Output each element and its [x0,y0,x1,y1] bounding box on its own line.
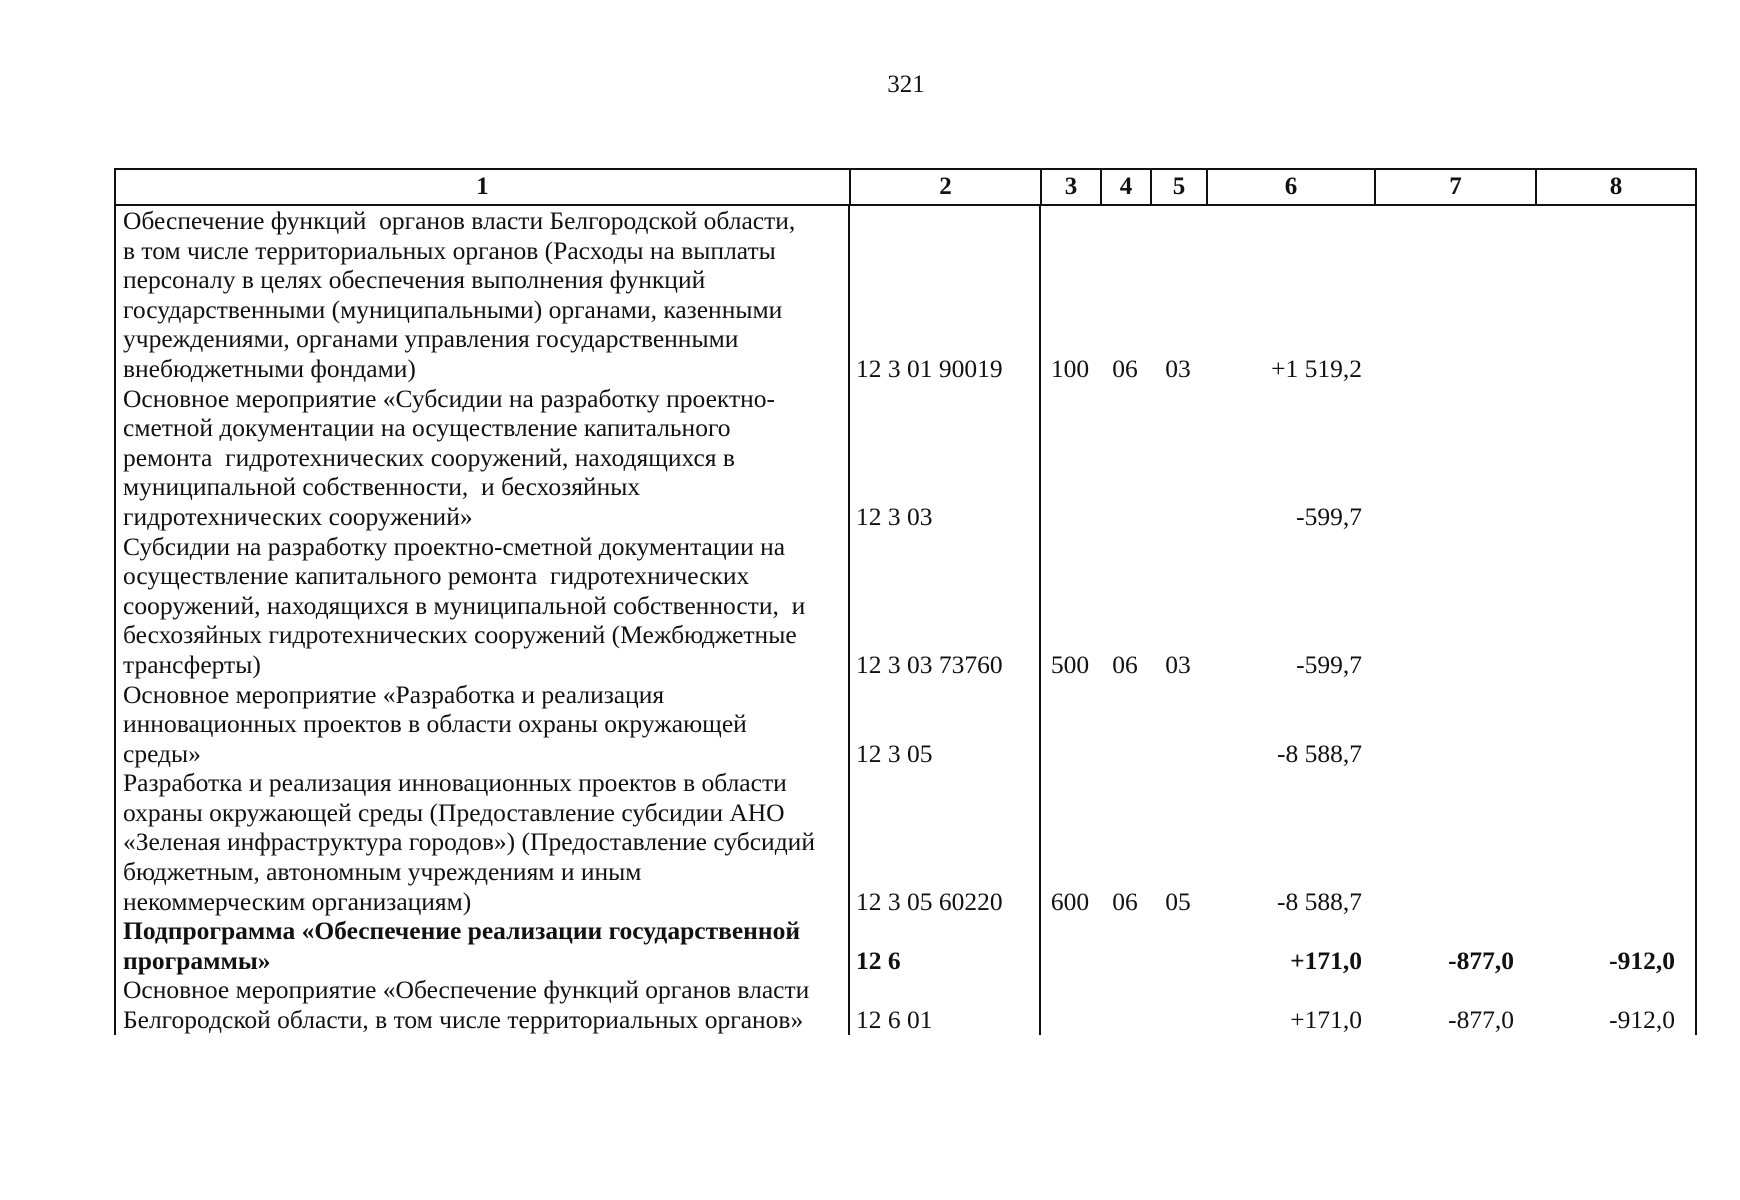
description-line: программы» [123,945,271,975]
description-line: персоналу в целях обеспечения выполнения функций [123,265,706,295]
header-cell-7: 7 [1374,170,1535,204]
table-row [114,532,1697,680]
description-line: Субсидии на разработку проектно-сметной документации на [123,531,786,561]
table-header [114,168,1697,206]
header-cell-8: 8 [1535,170,1697,204]
description-cell [114,975,849,1034]
amount-col-6: +1 519,2 [1271,353,1362,383]
description-line: Белгородской области, в том числе территориальных органов» [123,1005,804,1035]
description-line: гидротехнических сооружений» [123,501,473,531]
description-line: Подпрограмма «Обеспечение реализации государственной [123,916,801,946]
description-line: Обеспечение функций органов власти Белгородской области, [123,206,796,235]
description-line: среды» [123,738,201,768]
expense-type-code: 600 [1050,886,1090,916]
description-cell [114,680,849,769]
table-row-subprogram [114,916,1697,975]
amount-col-8: -912,0 [1609,945,1675,975]
table-row [114,768,1697,916]
amount-col-7: -877,0 [1448,945,1514,975]
description-line: в том числе территориальных органов (Расходы на выплаты [123,235,776,265]
description-line: Основное мероприятие «Разработка и реализация [123,679,665,709]
expense-type-code: 100 [1050,353,1090,383]
section-code: 06 [1112,886,1138,916]
description-line: трансферты) [123,649,261,679]
description-line: осуществление капитального ремонта гидротехнических [123,561,750,591]
page-number: 321 [887,71,925,98]
target-article-code: 12 6 01 [856,1005,933,1035]
description-line: охраны окружающей среды (Предоставление субсидии АНО [123,797,785,827]
subsection-code: 05 [1165,886,1191,916]
header-cell-3: 3 [1040,170,1100,204]
description-line: сметной документации на осуществление капитального [123,413,731,443]
target-article-code: 12 3 01 90019 [856,353,1003,383]
table-left-border [114,206,116,1035]
column-divider-1-2 [848,206,850,1035]
header-cell-5: 5 [1150,170,1206,204]
description-line: учреждениями, органами управления государственными [123,324,739,354]
description-line: Основное мероприятие «Субсидии на разработку проектно- [123,383,775,413]
table-right-border [1695,206,1697,1035]
description-line: сооружений, находящихся в муниципальной собственности, и [123,590,806,620]
table-row [114,384,1697,532]
description-cell [114,384,849,532]
description-line: инновационных проектов в области охраны окружающей [123,709,747,739]
header-cell-6: 6 [1206,170,1374,204]
subsection-code: 03 [1165,649,1191,679]
target-article-code: 12 3 03 73760 [856,649,1003,679]
description-line: бюджетным, автономным учреждениям и иным [123,857,642,887]
description-line: внебюджетными фондами) [123,353,416,383]
description-cell [114,206,849,384]
subsection-code: 03 [1165,353,1191,383]
table-row [114,975,1697,1034]
description-line: «Зеленая инфраструктура городов») (Предоставление субсидий [123,827,815,857]
description-cell [114,532,849,680]
target-article-code: 12 3 03 [856,501,933,531]
description-line: бесхозяйных гидротехнических сооружений (Межбюджетные [123,620,797,650]
column-divider-2-3 [1039,206,1041,1035]
section-code: 06 [1112,649,1138,679]
amount-col-6: -599,7 [1296,501,1362,531]
description-line: некоммерческим организациям) [123,886,472,916]
description-line: Основное мероприятие «Обеспечение функций органов власти [123,975,810,1005]
amount-col-6: -8 588,7 [1277,738,1362,768]
description-cell [114,768,849,916]
section-code: 06 [1112,353,1138,383]
amount-col-6: +171,0 [1290,945,1362,975]
target-article-code: 12 3 05 [856,738,933,768]
table-row [114,206,1697,384]
table-body [114,206,1697,1035]
header-cell-2: 2 [849,170,1040,204]
description-line: ремонта гидротехнических сооружений, находящихся в [123,442,735,472]
amount-col-7: -877,0 [1448,1005,1514,1035]
amount-col-6: -599,7 [1296,649,1362,679]
amount-col-6: +171,0 [1290,1005,1362,1035]
description-line: государственными (муниципальными) органами, казенными [123,294,783,324]
amount-col-8: -912,0 [1609,1005,1675,1035]
table-row [114,680,1697,769]
expense-type-code: 500 [1050,649,1090,679]
description-line: муниципальной собственности, и бесхозяйных [123,472,641,502]
header-cell-1: 1 [114,170,849,204]
target-article-code: 12 6 [856,945,901,975]
amount-col-6: -8 588,7 [1277,886,1362,916]
description-line: Разработка и реализация инновационных проектов в области [123,768,787,798]
description-cell [114,916,849,975]
header-cell-4: 4 [1100,170,1150,204]
target-article-code: 12 3 05 60220 [856,886,1003,916]
